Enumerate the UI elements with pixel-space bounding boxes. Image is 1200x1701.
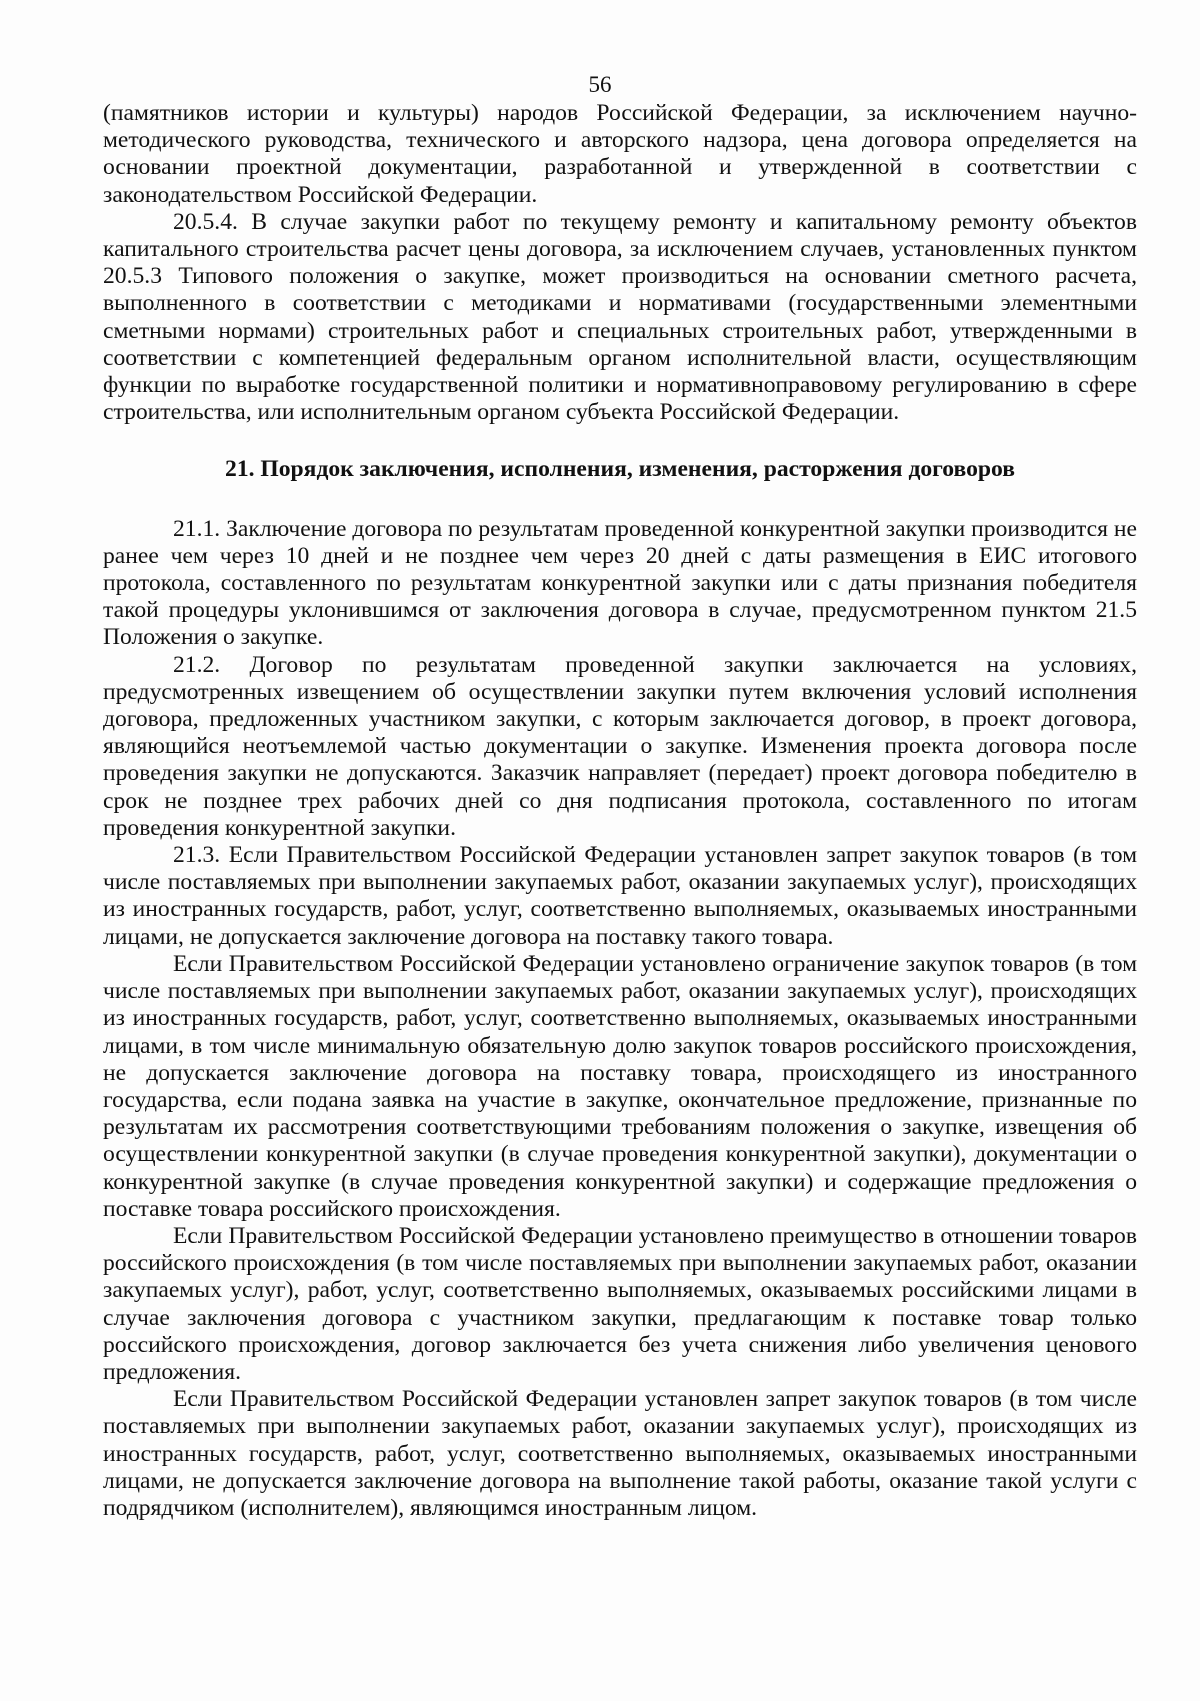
paragraph-21-3-restriction: Если Правительством Российской Федерации установлено ограничение закупок товаров (в том числе поставляемых при выполнении закупаемых работ, оказании закупаемых услуг), происходящих из иностранных государств, работ, услуг, соответственно выполняемых, оказываемых иностранными лицами, в том числе минимальную обязательную долю закупок товаров российского происхождения, не допускается заключение договора на поставку товара, происходящего из иностранного государства, если подана заявка на участие в закупке, окончательное предложение, признанные по результатам их рассмотрения соответствующими требованиям положения о закупке, извещения об осуществлении конкурентной закупки (в случае проведения конкурентной закупки), документации о конкурентной закупке (в случае проведения конкурентной закупки) и содержащие предложения о поставке товара российского происхождения. [103, 950, 1137, 1222]
section-heading-21: 21. Порядок заключения, исполнения, изменения, расторжения договоров [225, 456, 1015, 483]
paragraph-21-2: 21.2. Договор по результатам проведенной закупки заключается на условиях, предусмотренных извещением об осуществлении закупки путем включения условий исполнения договора, предложенных участником закупки, с которым заключается договор, в проект договора, являющийся неотъемлемой частью документации о закупке. Изменения проекта договора после проведения закупки не допускаются. Заказчик направляет (передает) проект договора победителю в срок не позднее трех рабочих дней со дня подписания протокола, составленного по итогам проведения конкурентной закупки. [103, 651, 1137, 841]
page-number: 56 [588, 72, 612, 97]
paragraph-21-1: 21.1. Заключение договора по результатам проведенной конкурентной закупки производится не ранее чем через 10 дней и не позднее чем через 20 дней с даты размещения в ЕИС итогового протокола, составленного по результатам конкурентной закупки или с даты признания победителя такой процедуры уклонившимся от заключения договора в случае, предусмотренном пунктом 21.5 Положения о закупке. [103, 515, 1137, 651]
document-body [103, 100, 1137, 1522]
paragraph-continuation: (памятников истории и культуры) народов Российской Федерации, за исключением научно-методического руководства, технического и авторского надзора, цена договора определяется на основании проектной документации, разработанной и утвержденной в соответствии с законодательством Российской Федерации. [103, 100, 1137, 208]
paragraph-21-3: 21.3. Если Правительством Российской Федерации установлен запрет закупок товаров (в том числе поставляемых при выполнении закупаемых работ, оказании закупаемых услуг), происходящих из иностранных государств, работ, услуг, соответственно выполняемых, оказываемых иностранными лицами, не допускается заключение договора на поставку такого товара. [103, 842, 1137, 950]
paragraph-20-5-4: 20.5.4. В случае закупки работ по текущему ремонту и капитальному ремонту объектов капитального строительства расчет цены договора, за исключением случаев, установленных пунктом 20.5.3 Типового положения о закупке, может производиться на основании сметного расчета, выполненного в соответствии с методиками и нормативами (государственными элементными сметными нормами) строительных работ и специальных строительных работ, утвержденными в соответствии с компетенцией федеральным органом исполнительной власти, осуществляющим функции по выработке государственной политики и нормативноправовому регулированию в сфере строительства, или исполнительным органом субъекта Российской Федерации. [103, 208, 1137, 426]
paragraph-21-3-preference: Если Правительством Российской Федерации установлено преимущество в отношении товаров российского происхождения (в том числе поставляемых при выполнении закупаемых работ, оказании закупаемых услуг), работ, услуг, соответственно выполняемых, оказываемых российскими лицами в случае заключения договора с участником закупки, предлагающим к поставке товар только российского происхождения, договор заключается без учета снижения либо увеличения ценового предложения. [103, 1222, 1137, 1385]
paragraph-21-3-ban-works: Если Правительством Российской Федерации установлен запрет закупок товаров (в том числе поставляемых при выполнении закупаемых работ, оказании закупаемых услуг), происходящих из иностранных государств, работ, услуг, соответственно выполняемых, оказываемых иностранными лицами, не допускается заключение договора на выполнение такой работы, оказание такой услуги с подрядчиком (исполнителем), являющимся иностранным лицом. [103, 1386, 1137, 1521]
